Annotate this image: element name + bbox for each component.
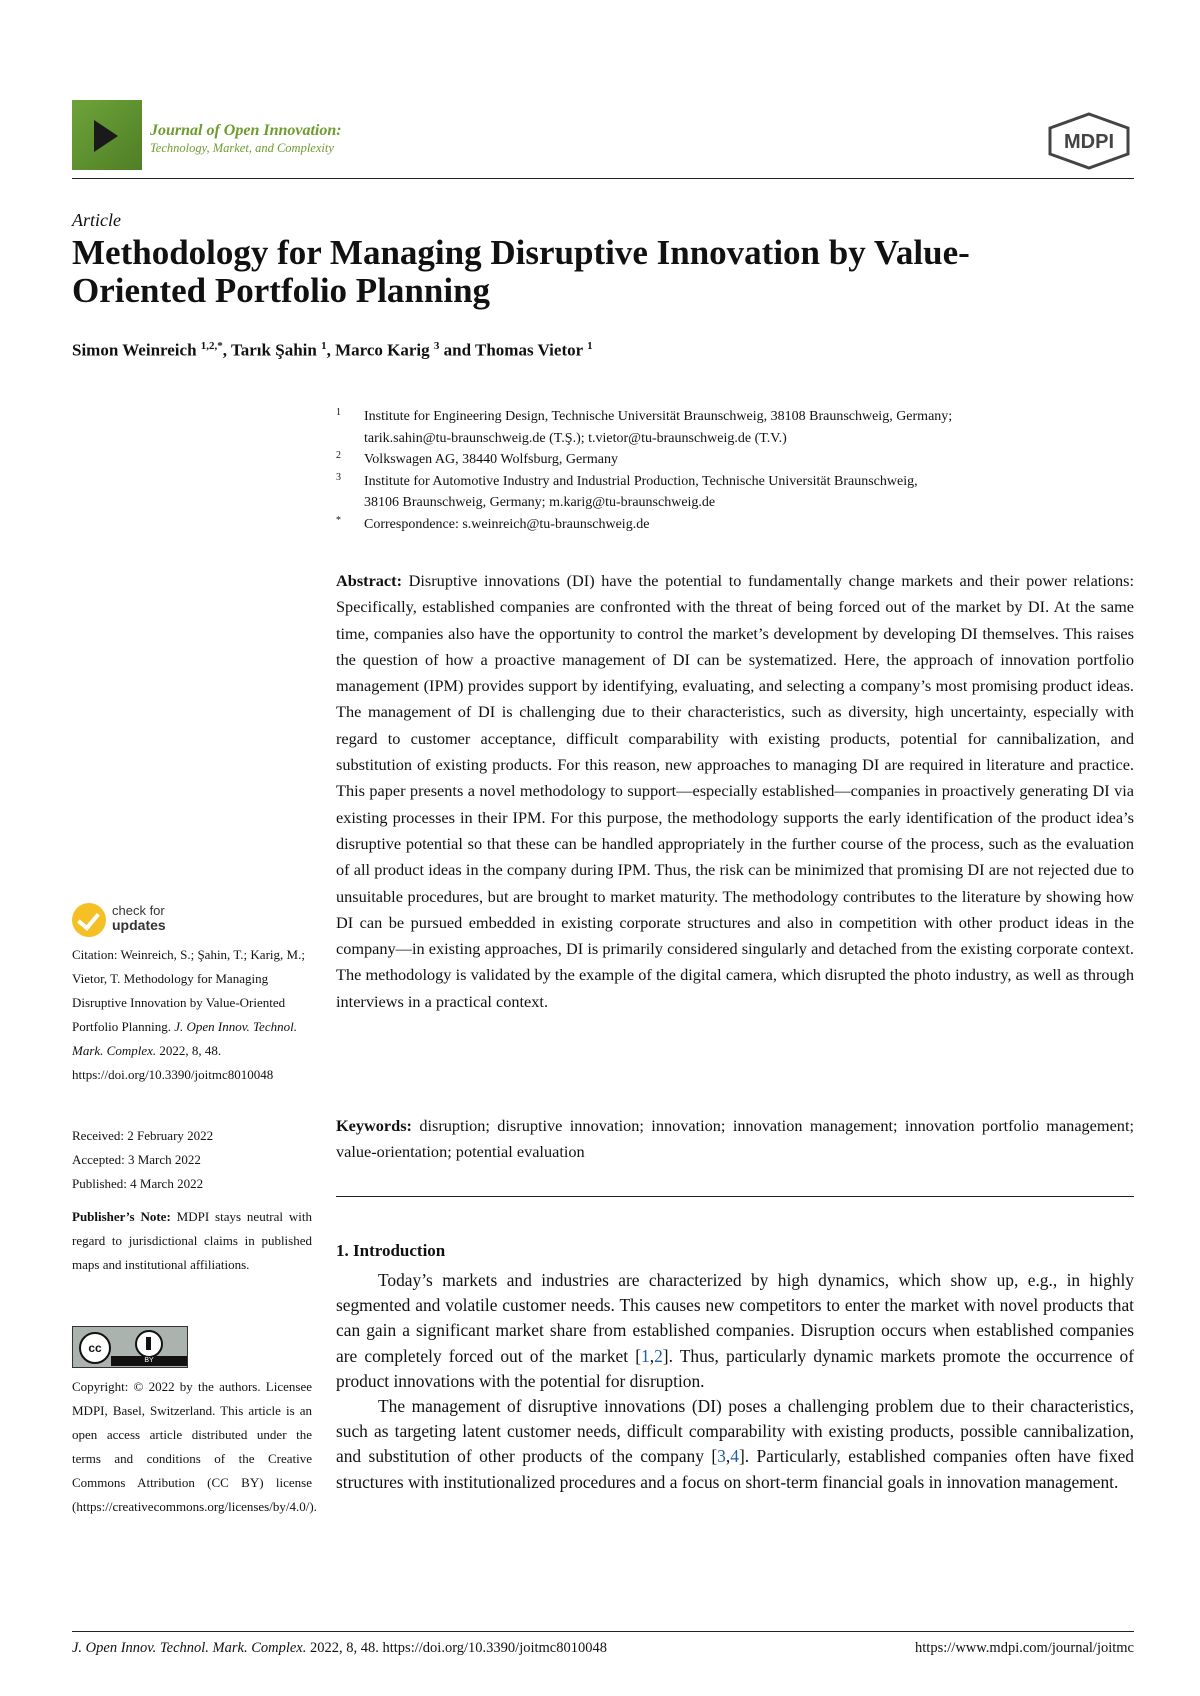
page-title: Methodology for Managing Disruptive Innovation by Value-Oriented Portfolio Planning <box>72 233 970 310</box>
copyright-notice: Copyright: © 2022 by the authors. Licensee MDPI, Basel, Switzerland. This article is an open access article distributed under the terms and conditions of the Creative Commons Attribution (CC BY) license (https://creativecommons.org/licenses/by/4.0/). <box>72 1379 317 1514</box>
affiliation-item: 3 Institute for Automotive Industry and Industrial Production, Technische Universität Braunschweig, 38106 Braunschweig, Germany; m.karig@tu-braunschweig.de <box>336 471 918 510</box>
citation-link[interactable]: 1 <box>641 1345 650 1366</box>
citation-link[interactable]: 3 <box>717 1446 726 1467</box>
by-label: BY <box>111 1356 187 1366</box>
citation-link[interactable]: 4 <box>730 1446 739 1467</box>
journal-name: Journal of Open Innovation: <box>150 122 342 139</box>
published-date: Published: 4 March 2022 <box>72 1176 204 1191</box>
attribution-icon <box>135 1330 163 1358</box>
footer-divider <box>72 1631 1134 1632</box>
author-affiliation-mark: 1 <box>587 340 593 352</box>
affiliation-item: * Correspondence: s.weinreich@tu-braunschweig.de <box>336 514 650 532</box>
journal-logo <box>72 100 142 170</box>
author-list: Simon Weinreich $^{1,2,*}$, Tarık Şahin $^1$, Marco Karig $^3$ and Thomas Vietor $^1$ <box>72 340 593 360</box>
intro-body <box>336 1268 1134 1495</box>
publication-dates <box>72 1124 312 1196</box>
abstract-text: Disruptive innovations (DI) have the potential to fundamentally change markets and their power relations: Specifically, established companies are confronted with the threat of being forced out of the market by DI. At the same time, companies also have the opportunity to control the market’s development by developing DI themselves. This raises the question of how a proactive management of DI can be systematized. Here, the approach of innovation portfolio management (IPM) provides support by identifying, evaluating, and selecting a company’s most promising product ideas. The management of DI is challenging due to their characteristics, such as diversity, high uncertainty, especially with regard to customer acceptance, difficult comparability with existing products, potential for cannibalization, and substitution of existing products. For this reason, new approaches to managing DI are required in literature and practice. This paper presents a novel methodology to support—especially established—companies in proactively generating DI via existing processes in their IPM. For this purpose, the methodology supports the early identification of the product idea’s disruptive potential so that these can be handled appropriately in the further course of the process, such as the evaluation of all product ideas in the company during IPM. Thus, the risk can be minimized that promising DI are not rejected due to unsuitable procedures, but are brought to market maturity. The methodology contributes to the literature by showing how DI can be pursued embedded in existing corporate structures and also in competition with other product ideas in the company—in existing approaches, DI is primarily considered singularly and detached from the existing corporate context. The methodology is validated by the example of the digital camera, which disrupted the photo industry, as well as through interviews in a practical context. <box>336 571 1134 1011</box>
play-icon <box>94 120 118 152</box>
keywords <box>336 1113 1134 1166</box>
keywords-label: Keywords: <box>336 1116 412 1135</box>
author-affiliation-mark: 1,2,* <box>200 340 223 352</box>
affiliation-item: 2 Volkswagen AG, 38440 Wolfsburg, Germany <box>336 450 618 467</box>
author-name: Tarık Şahin <box>230 340 317 360</box>
mdpi-logo <box>1046 112 1132 170</box>
affiliation-list <box>336 406 1136 535</box>
author-affiliation-mark: 3 <box>433 340 440 352</box>
citation-link[interactable]: 2 <box>654 1345 663 1366</box>
author-name: Thomas Vietor <box>475 340 583 360</box>
paragraph: The management of disruptive innovations (DI) poses a challenging problem due to their characteristics, such as targeting latent customer needs, difficult comparability with existing products, possible cannibalization, and substitution of other products of the company [3,4]. Particularly, established companies often have fixed structures with institutionalized procedures and a focus on short-term financial goals in innovation management. <box>336 1396 1134 1492</box>
publishers-note: Publisher’s Note: MDPI stays neutral with regard to jurisdictional claims in published maps and institutional affiliations. <box>72 1209 312 1272</box>
accepted-date: Accepted: 3 March 2022 <box>72 1152 201 1167</box>
article-type: Article <box>72 210 121 230</box>
received-date: Received: 2 February 2022 <box>72 1128 214 1143</box>
abstract-divider <box>336 1196 1134 1197</box>
publisher-name: MDPI <box>1064 131 1114 153</box>
footer-citation: J. Open Innov. Technol. Mark. Complex. 2022, 8, 48. https://doi.org/10.3390/joitmc8010048 <box>72 1640 607 1656</box>
check-for-updates-icon[interactable] <box>72 903 106 937</box>
abstract-label: Abstract: <box>336 571 403 590</box>
header-divider <box>72 178 1134 179</box>
paragraph: Today’s markets and industries are characterized by high dynamics, which show up, e.g., in highly segmented and volatile customer needs. This causes new competitors to enter the market with novel products that can gain a significant market share from established companies. Disruption occurs when established companies are completely forced out of the market [1,2]. Thus, particularly dynamic markets promote the occurrence of product innovations with the potential for disruption. <box>336 1270 1134 1391</box>
affiliation-item: 1 Institute for Engineering Design, Technische Universität Braunschweig, 38108 Braunschweig, Germany; tarik.sahin@tu-braunschweig.de (T.Ş.); t.vietor@tu-braunschweig.de (T.V.) <box>336 407 953 446</box>
cc-by-license-badge[interactable] <box>72 1326 188 1368</box>
keywords-text: disruption; disruptive innovation; innovation; innovation management; innovation portfolio management; value-orientation; potential evaluation <box>336 1116 1134 1162</box>
abstract <box>336 568 1134 1015</box>
section-heading: 1. Introduction <box>336 1241 446 1260</box>
author-name: Marco Karig <box>335 340 430 360</box>
cc-icon: cc <box>79 1332 111 1364</box>
author-name: Simon Weinreich <box>72 340 197 360</box>
journal-subtitle: Technology, Market, and Complexity <box>150 141 334 155</box>
check-for-updates-label[interactable]: check for updates <box>112 903 166 933</box>
citation-block: Citation: Weinreich, S.; Şahin, T.; Karig, M.; Vietor, T. Methodology for Managing Disruptive Innovation by Value-Oriented Portfolio Planning. J. Open Innov. Technol. Mark. Complex. 2022, 8, 48. https://doi.org/10.3390/joitmc8010048 <box>72 947 305 1082</box>
footer-journal-url[interactable]: https://www.mdpi.com/journal/joitmc <box>915 1640 1134 1656</box>
author-affiliation-mark: 1 <box>321 340 327 352</box>
